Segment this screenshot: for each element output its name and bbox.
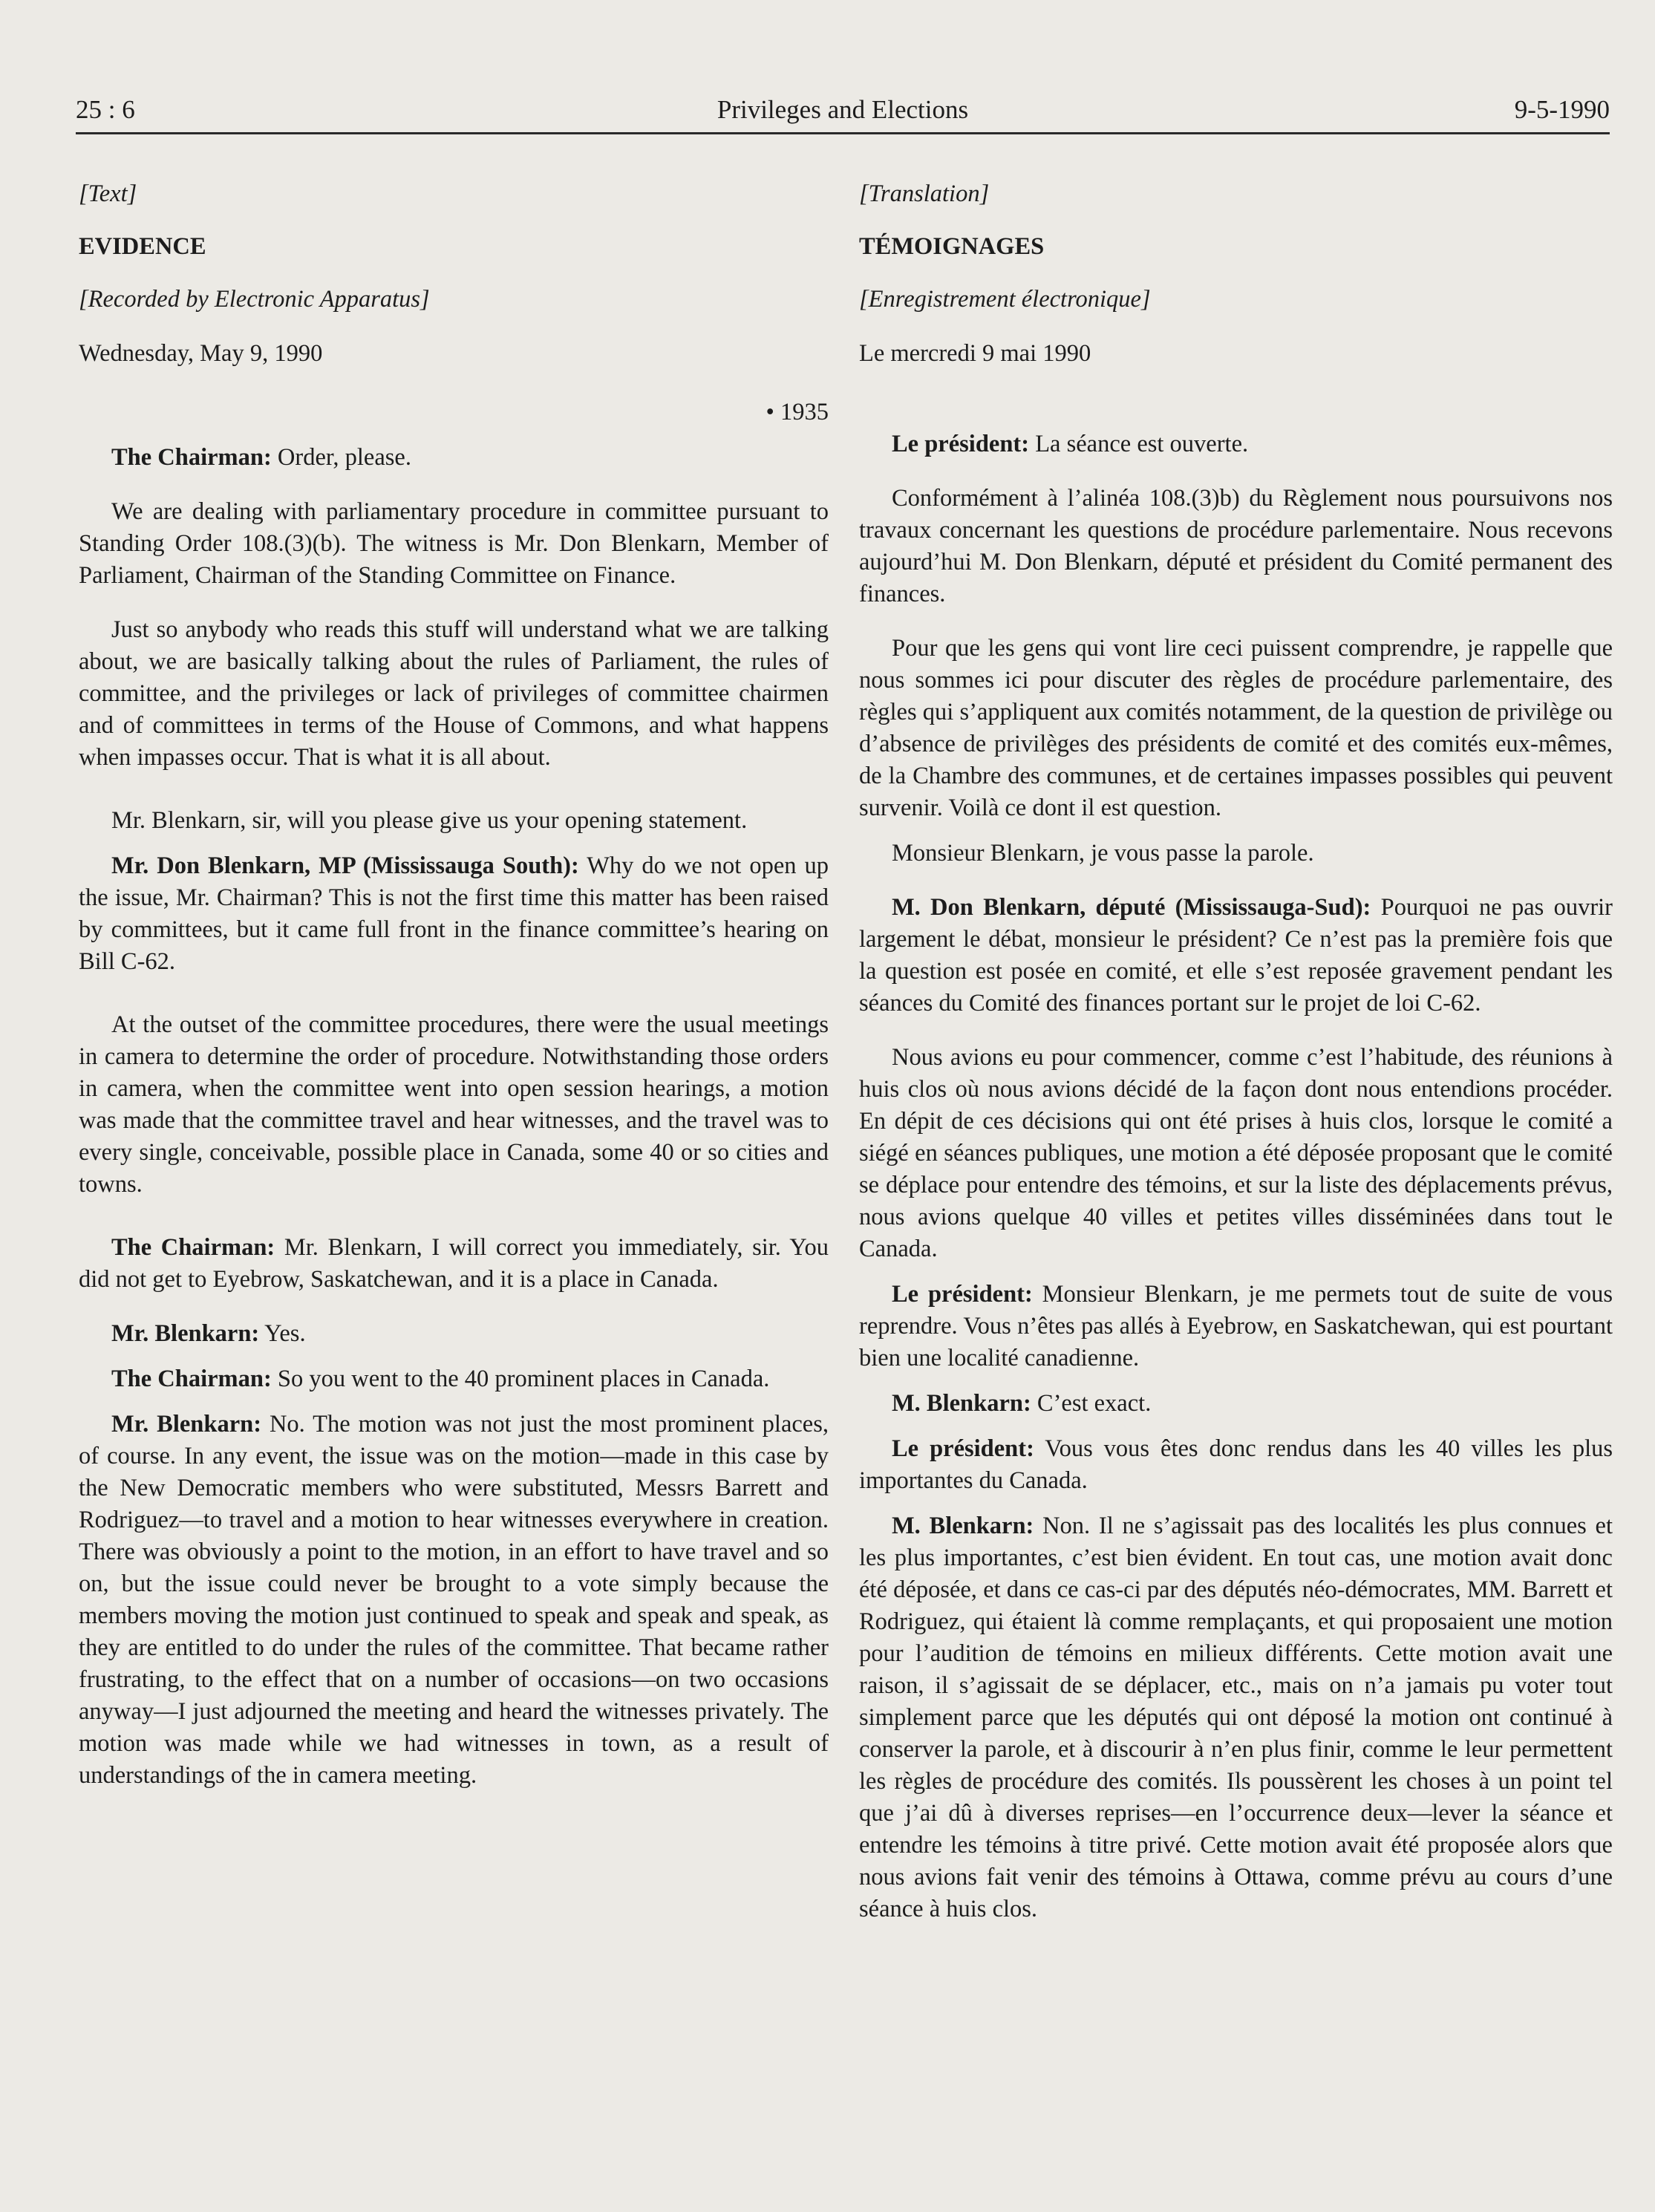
paragraph-text: At the outset of the committee procedures, there were the usual meetings in camera to determine the order of procedure. Notwithstanding those orders in camera, when the committee went into open session hearings, a motion was made that the committee travel and hear witnesses, and the travel was to every single, conceivable, possible place in Canada, some 40 or so cities and towns. bbox=[79, 1011, 829, 1198]
paragraph-text: Why do we not open up the issue, Mr. Chairman? This is not the first time this matter has been raised by committees, but it came full front in the finance committee’s hearing on Bill C-62. bbox=[79, 852, 829, 975]
speaker-name: M. Blenkarn: bbox=[892, 1390, 1031, 1417]
paragraph bbox=[79, 1009, 829, 1201]
paragraph bbox=[859, 1433, 1613, 1497]
paragraph bbox=[859, 1510, 1613, 1925]
paragraph-text: Mr. Blenkarn, I will correct you immediately, sir. You did not get to Eyebrow, Saskatchewan, and it is a place in Canada. bbox=[79, 1234, 829, 1293]
paragraph bbox=[859, 1279, 1613, 1374]
paragraph-text: La séance est ouverte. bbox=[1029, 431, 1249, 457]
paragraph-text: Order, please. bbox=[271, 444, 411, 471]
time-marker: • 1935 bbox=[766, 399, 829, 425]
paragraph bbox=[859, 483, 1613, 610]
paragraph-text: Pour que les gens qui vont lire ceci puissent comprendre, je rappelle que nous sommes ici pour discuter des règles de procédure parlementaire, des règles qui s’appliquent aux comités notamment, de la question de privilège ou d’absence de privilèges des présidents de comité et des comités eux-mêmes, de la Chambre des communes, et de certaines impasses possibles qui peuvent survenir. Voilà ce dont il est question. bbox=[859, 635, 1613, 821]
paragraph bbox=[79, 805, 829, 837]
paragraph bbox=[859, 838, 1613, 870]
speaker-name: Le président: bbox=[892, 1281, 1033, 1308]
paragraph-text: Monsieur Blenkarn, je vous passe la parole. bbox=[892, 840, 1314, 867]
paragraph bbox=[79, 1363, 829, 1395]
paragraph-text: Monsieur Blenkarn, je me permets tout de suite de vous reprendre. Vous n’êtes pas allés à Eyebrow, en Saskatchewan, qui est pourtant bien une localité canadienne. bbox=[859, 1281, 1613, 1371]
speaker-name: The Chairman: bbox=[111, 1234, 275, 1261]
paragraph-text: So you went to the 40 prominent places in Canada. bbox=[271, 1366, 770, 1392]
speaker-name: The Chairman: bbox=[111, 1366, 272, 1392]
paragraph bbox=[79, 442, 829, 474]
page-number: 25 : 6 bbox=[76, 95, 135, 124]
publication-title: Privileges and Elections bbox=[716, 95, 969, 124]
recording-note: [Enregistrement électronique] bbox=[859, 286, 1151, 313]
speaker-name: Le président: bbox=[892, 431, 1030, 457]
paragraph bbox=[79, 1232, 829, 1296]
paragraph-text: Conformément à l’alinéa 108.(3)b) du Règlement nous poursuivons nos travaux concernant les questions de procédure parlementaire. Nous recevons aujourd’hui M. Don Blenkarn, député et président du Comité permanent des finances. bbox=[859, 485, 1613, 607]
session-date: Wednesday, May 9, 1990 bbox=[79, 340, 323, 367]
paragraph bbox=[859, 1042, 1613, 1265]
section-heading: TÉMOIGNAGES bbox=[859, 233, 1045, 260]
paragraph-text: C’est exact. bbox=[1031, 1390, 1152, 1417]
speaker-name: M. Blenkarn: bbox=[892, 1513, 1034, 1539]
paragraph bbox=[79, 1409, 829, 1792]
speaker-name: Mr. Don Blenkarn, MP (Mississauga South): bbox=[111, 852, 579, 879]
speaker-name: The Chairman: bbox=[111, 444, 272, 471]
speaker-name: Mr. Blenkarn: bbox=[111, 1411, 262, 1438]
paragraph bbox=[79, 496, 829, 592]
header-date: 9-5-1990 bbox=[1514, 95, 1610, 124]
paragraph-text: Nous avions eu pour commencer, comme c’est l’habitude, des réunions à huis clos où nous avions décidé de la façon dont nous entendions procéder. En dépit de ces décisions qui ont été prises à huis clos, lorsque le comité a siégé en séances publiques, une motion a été déposée proposant que le comité se déplace pour entendre des témoins, et sur la liste des déplacements prévus, nous avions quelque 40 villes et petites villes disséminées dans tout le Canada. bbox=[859, 1044, 1613, 1262]
paragraph bbox=[79, 614, 829, 774]
paragraph bbox=[79, 1318, 829, 1350]
paragraph-text: Yes. bbox=[259, 1320, 306, 1347]
paragraph bbox=[859, 1388, 1613, 1420]
speaker-name: M. Don Blenkarn, député (Mississauga-Sud): bbox=[892, 894, 1371, 921]
speaker-name: Mr. Blenkarn: bbox=[111, 1320, 260, 1347]
paragraph-text: Just so anybody who reads this stuff will understand what we are talking about, we are basically talking about the rules of Parliament, the rules of committee, and the privileges or lack of privileges of committee chairmen and of committees in terms of the House of Commons, and what happens when impasses occur. That is what it is all about. bbox=[79, 616, 829, 771]
paragraph bbox=[859, 892, 1613, 1019]
paragraph bbox=[859, 633, 1613, 824]
text-marker: [Text] bbox=[79, 180, 137, 207]
session-date: Le mercredi 9 mai 1990 bbox=[859, 340, 1091, 367]
translation-marker: [Translation] bbox=[859, 180, 990, 207]
paragraph-text: Vous vous êtes donc rendus dans les 40 villes les plus importantes du Canada. bbox=[859, 1435, 1613, 1494]
paragraph-text: Pourquoi ne pas ouvrir largement le débat, monsieur le président? Ce n’est pas la première fois que la question est posée en comité, et elle s’est reposée gravement pendant les séances du Comité des finances portant sur le projet de loi C-62. bbox=[859, 894, 1613, 1017]
section-heading: EVIDENCE bbox=[79, 233, 206, 260]
paragraph-text: Non. Il ne s’agissait pas des localités les plus connues et les plus importantes, c’est bien évident. En tout cas, une motion avait donc été déposée, et dans ce cas-ci par des députés néo-démocrates, MM. Barrett et Rodriguez, qui étaient là comme remplaçants, et qui proposaient une motion pour l’audition de témoins en milieux différents. Cette motion avait une raison, il s’agissait de se déplacer, etc., mais on n’a jamais pu voter tout simplement parce que les députés qui ont déposé la motion ont continué à conserver la parole, et à discourir à n’en plus finir, comme le leur permettent les règles de procédure des comités. Ils poussèrent les choses à un point tel que j’ai dû à diverses reprises—en l’occurrence deux—lever la séance et entendre les témoins à titre privé. Cette motion avait été proposée alors que nous avions fait venir des témoins à Ottawa, comme prévu au cours d’une séance à huis clos. bbox=[859, 1513, 1613, 1922]
paragraph-text: We are dealing with parliamentary procedure in committee pursuant to Standing Order 108.(3)(b). The witness is Mr. Don Blenkarn, Member of Parliament, Chairman of the Standing Committee on Finance. bbox=[79, 498, 829, 589]
english-column bbox=[79, 178, 829, 1792]
paragraph-text: Mr. Blenkarn, sir, will you please give us your opening statement. bbox=[111, 807, 748, 834]
paragraph bbox=[79, 850, 829, 978]
speaker-name: Le président: bbox=[892, 1435, 1034, 1462]
recording-note: [Recorded by Electronic Apparatus] bbox=[79, 286, 430, 313]
paragraph bbox=[859, 428, 1613, 460]
running-header bbox=[76, 91, 1610, 134]
french-column bbox=[859, 178, 1613, 1925]
paragraph-text: No. The motion was not just the most prominent places, of course. In any event, the issue was on the motion—made in this case by the New Democratic members who were substituted, Messrs Barrett and Rodriguez—to travel and a motion to hear witnesses everywhere in creation. There was obviously a point to the motion, in an effort to have travel and so on, but the issue could never be brought to a vote simply because the members moving the motion just continued to speak and speak and speak, as they are entitled to do under the rules of the committee. That became rather frustrating, to the effect that on a number of occasions—on two occasions anyway—I just adjourned the meeting and heard the witnesses privately. The motion was made while we had witnesses in town, as a result of understandings of the in camera meeting. bbox=[79, 1411, 829, 1789]
